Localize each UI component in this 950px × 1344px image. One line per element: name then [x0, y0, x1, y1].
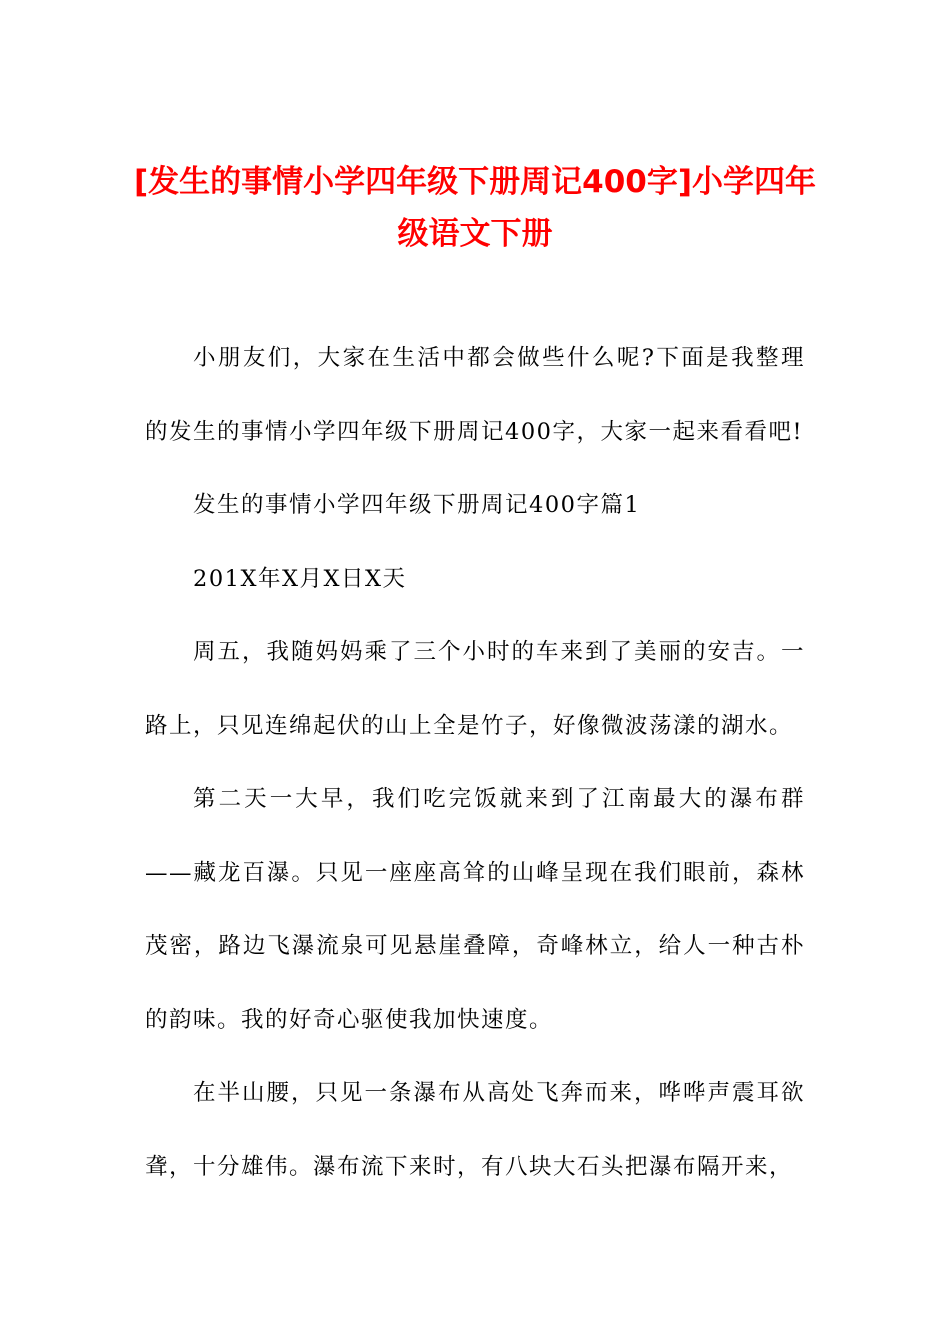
paragraph-intro: 小朋友们，大家在生活中都会做些什么呢?下面是我整理的发生的事情小学四年级下册周记400字，大家一起来看看吧! [145, 345, 805, 445]
paragraph-1: 周五，我随妈妈乘了三个小时的车来到了美丽的安吉。一路上，只见连绵起伏的山上全是竹子，好像微波荡漾的湖水。 [145, 639, 805, 739]
document-title: [发生的事情小学四年级下册周记400字]小学四年级语文下册 [133, 163, 817, 252]
paragraph-date: 201X年X月X日X天 [193, 565, 407, 592]
paragraph-2: 第二天一大早，我们吃完饭就来到了江南最大的瀑布群——藏龙百瀑。只见一座座高耸的山峰呈现在我们眼前，森林茂密，路边飞瀑流泉可见悬崖叠障，奇峰林立，给人一种古朴的韵味。我的好奇心驱使我加快速度。 [145, 786, 805, 1033]
paragraph-heading: 发生的事情小学四年级下册周记400字篇1 [193, 492, 641, 518]
document-body [145, 322, 805, 1204]
paragraph-3: 在半山腰，只见一条瀑布从高处飞奔而来，哗哗声震耳欲聋，十分雄伟。瀑布流下来时，有八块大石头把瀑布隔开来， [145, 1080, 805, 1180]
